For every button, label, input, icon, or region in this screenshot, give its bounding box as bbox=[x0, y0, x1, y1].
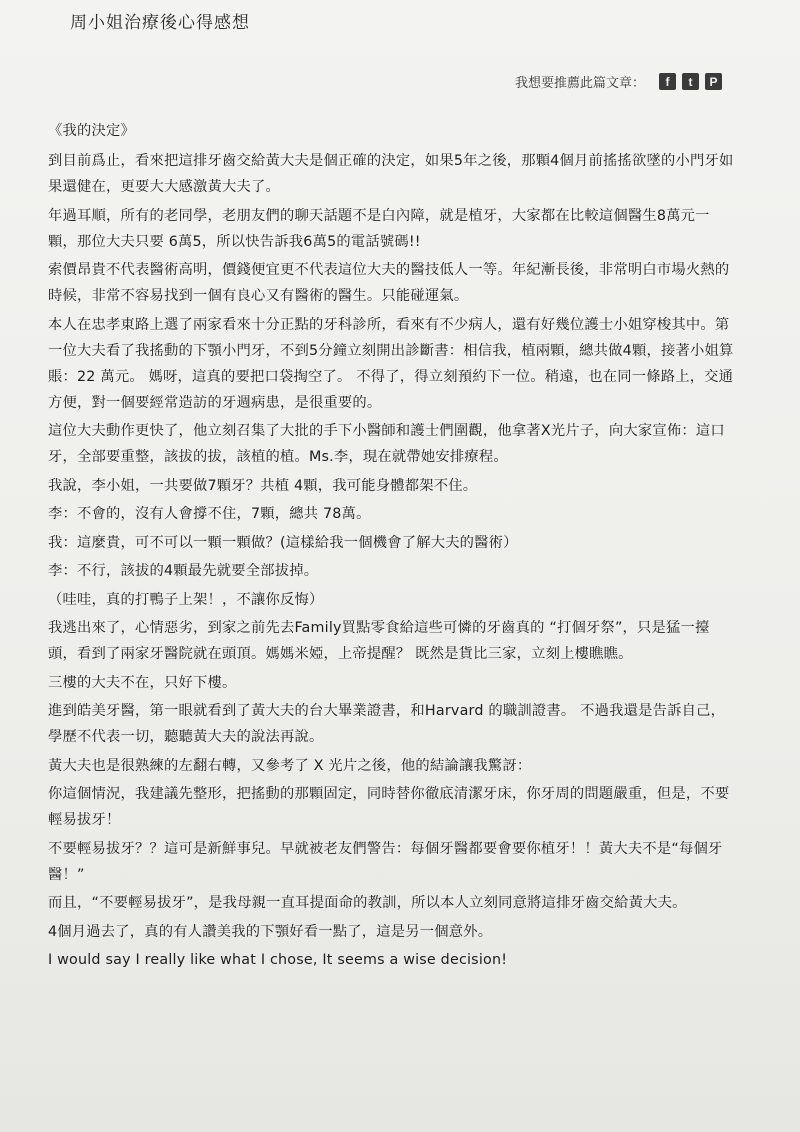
share-label: 我想要推薦此篇文章： bbox=[514, 76, 645, 91]
paragraph: 我說，李小姐，一共要做7顆牙？共植 4顆，我可能身體都架不住。 bbox=[48, 477, 478, 494]
plurk-icon[interactable]: P bbox=[705, 73, 722, 90]
paragraph: 黃大夫也是很熟練的左翻右轉，又參考了 X 光片之後，他的結論讓我驚訝： bbox=[48, 757, 532, 774]
paragraph: 4個月過去了，真的有人讚美我的下顎好看一點了，這是另一個意外。 bbox=[48, 923, 493, 940]
paragraph: 到目前爲止，看來把這排牙齒交給黃大夫是個正確的決定，如果5年之後，那顆4個月前搖搖欲墜的小門牙如果還健在，更要大大感激黃大夫了。 bbox=[48, 153, 734, 195]
paragraph: 你這個情況，我建議先整形，把搖動的那顆固定，同時替你徹底清潔牙床，你牙周的問題嚴重，但是，不要輕易拔牙！ bbox=[48, 786, 730, 828]
page-title: 周小姐治療後心得感想 bbox=[70, 13, 250, 33]
paragraph: 不要輕易拔牙？？這可是新鮮事兒。早就被老友們警告：每個牙醫都要會要你植牙！！黃大夫不是“每個牙醫！” bbox=[48, 840, 723, 883]
paragraph: 這位大夫動作更快了，他立刻召集了大批的手下小醫師和護士們圍觀，他拿著X光片子，向大家宣佈：這口牙，全部要重整，該拔的拔，該植的植。Ms.李，現在就帶她安排療程。 bbox=[48, 423, 725, 465]
share-bar bbox=[515, 72, 722, 91]
paragraph: 李：不會的，沒有人會撐不住，7顆，總共 78萬。 bbox=[48, 506, 371, 522]
paragraph: （哇哇，真的打鴨子上架！，不讓你反悔） bbox=[48, 591, 324, 608]
paragraph: 我：這麼貴，可不可以一顆一顆做？(這樣給我一個機會了解大夫的醫術） bbox=[48, 534, 518, 551]
paragraph: 年過耳順，所有的老同學，老朋友們的聊天話題不是白內障，就是植牙，大家都在比較這個醫生8萬元一顆，那位大夫只要 6萬5，所以快告訴我6萬5的電話號碼!! bbox=[48, 207, 710, 250]
paragraph: 進到皓美牙醫，第一眼就看到了黃大夫的台大畢業證書，和Harvard 的職訓證書。 不過我還是告訴自己，學歷不代表一切，聽聽黃大夫的說法再說。 bbox=[48, 703, 726, 745]
paragraph: 索價昂貴不代表醫術高明，價錢便宜更不代表這位大夫的醫技低人一等。年紀漸長後，非常明白市場火熱的時候，非常不容易找到一個有良心又有醫術的醫生。只能碰運氣。 bbox=[48, 262, 730, 304]
article-body bbox=[48, 118, 738, 976]
paragraph: 三樓的大夫不在，只好下樓。 bbox=[48, 674, 237, 691]
paragraph: 李：不行，該拔的4顆最先就要全部拔掉。 bbox=[48, 563, 319, 579]
facebook-icon[interactable]: f bbox=[659, 73, 676, 90]
paragraph: I would say I really like what I chose, It seems a wise decision! bbox=[48, 952, 508, 968]
twitter-icon[interactable]: t bbox=[682, 73, 699, 90]
paragraph: 我逃出來了，心情惡劣，到家之前先去Family買點零食給這些可憐的牙齒真的 “打個牙祭”，只是猛一擡頭，看到了兩家牙醫院就在頭頂。媽媽米婭，上帝提醒？ 既然是貨比三家，立刻上樓瞧瞧。 bbox=[48, 620, 710, 662]
section-heading: 《我的決定》 bbox=[48, 123, 135, 139]
paragraph: 本人在忠孝東路上選了兩家看來十分正點的牙科診所，看來有不少病人，還有好幾位護士小姐穿梭其中。第一位大夫看了我搖動的下顎小門牙，不到5分鐘立刻開出診斷書：相信我，植兩顆，總共做4顆，接著小姐算賬：22 萬元。 媽呀，這真的要把口袋掏空了。 不得了，得立刻預約下一位。稍遠，也在同一條路上，交通方便，對一個要經常造訪的牙週病患，是很重要的。 bbox=[48, 316, 734, 411]
paragraph: 而且，“不要輕易拔牙”，是我母親一直耳提面命的教訓，所以本人立刻同意將這排牙齒交給黃大夫。 bbox=[48, 895, 687, 911]
